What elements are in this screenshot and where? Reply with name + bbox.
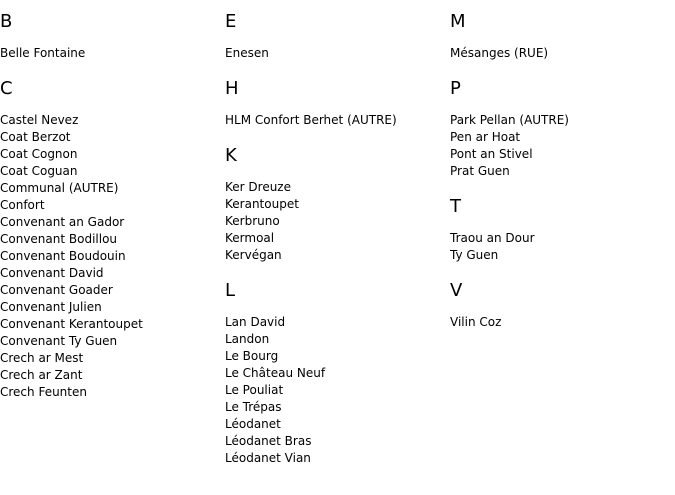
letter-section-e	[225, 12, 445, 62]
street-link-le-chateau-neuf[interactable]: Le Château Neuf	[225, 366, 326, 380]
street-link-vilin-coz[interactable]: Vilin Coz	[450, 315, 502, 329]
street-link-convenant-kerantoupet[interactable]: Convenant Kerantoupet	[0, 317, 143, 331]
street-link-communal-autre[interactable]: Communal (AUTRE)	[0, 181, 119, 195]
street-link-kerbruno[interactable]: Kerbruno	[225, 214, 280, 228]
letter-section-k	[225, 146, 445, 264]
street-link-crech-ar-zant[interactable]: Crech ar Zant	[0, 368, 83, 382]
street-link-kermoal[interactable]: Kermoal	[225, 231, 275, 245]
letter-heading: H	[225, 78, 239, 99]
street-column	[0, 12, 220, 418]
street-link-leodanet-bras[interactable]: Léodanet Bras	[225, 434, 312, 448]
street-list	[450, 230, 670, 264]
street-column	[225, 12, 445, 484]
letter-heading: P	[450, 78, 461, 99]
street-list	[225, 45, 445, 62]
street-link-ty-guen[interactable]: Ty Guen	[450, 248, 499, 262]
letter-section-b	[0, 12, 220, 62]
street-link-kervegan[interactable]: Kervégan	[225, 248, 282, 262]
street-link-landon[interactable]: Landon	[225, 332, 270, 346]
street-list	[0, 45, 220, 62]
street-link-belle-fontaine[interactable]: Belle Fontaine	[0, 46, 86, 60]
street-link-convenant-an-gador[interactable]: Convenant an Gador	[0, 215, 125, 229]
street-link-leodanet-vian[interactable]: Léodanet Vian	[225, 451, 311, 465]
street-link-convenant-goader[interactable]: Convenant Goader	[0, 283, 113, 297]
street-link-le-trepas[interactable]: Le Trépas	[225, 400, 282, 414]
street-link-hlm-confort-berhet-autre[interactable]: HLM Confort Berhet (AUTRE)	[225, 113, 397, 127]
street-link-pont-an-stivel[interactable]: Pont an Stivel	[450, 147, 533, 161]
street-link-coat-cognon[interactable]: Coat Cognon	[0, 147, 78, 161]
street-link-kerantoupet[interactable]: Kerantoupet	[225, 197, 299, 211]
letter-heading: M	[450, 11, 466, 32]
letter-heading: C	[0, 78, 13, 99]
street-link-castel-nevez[interactable]: Castel Nevez	[0, 113, 79, 127]
letter-section-p	[450, 79, 670, 180]
street-link-pen-ar-hoat[interactable]: Pen ar Hoat	[450, 130, 521, 144]
street-link-coat-berzot[interactable]: Coat Berzot	[0, 130, 71, 144]
letter-section-m	[450, 12, 670, 62]
street-link-crech-feunten[interactable]: Crech Feunten	[0, 385, 87, 399]
street-list	[225, 112, 445, 129]
street-link-ker-dreuze[interactable]: Ker Dreuze	[225, 180, 291, 194]
street-link-convenant-ty-guen[interactable]: Convenant Ty Guen	[0, 334, 118, 348]
street-link-prat-guen[interactable]: Prat Guen	[450, 164, 510, 178]
street-link-crech-ar-mest[interactable]: Crech ar Mest	[0, 351, 84, 365]
letter-heading: E	[225, 11, 237, 32]
street-link-lan-david[interactable]: Lan David	[225, 315, 286, 329]
street-list	[225, 179, 445, 264]
street-list	[450, 45, 670, 62]
street-link-park-pellan-autre[interactable]: Park Pellan (AUTRE)	[450, 113, 569, 127]
street-link-le-bourg[interactable]: Le Bourg	[225, 349, 279, 363]
street-link-enesen[interactable]: Enesen	[225, 46, 269, 60]
letter-section-t	[450, 197, 670, 264]
letter-heading: K	[225, 145, 237, 166]
letter-section-h	[225, 79, 445, 129]
letter-section-l	[225, 281, 445, 467]
letter-section-c	[0, 79, 220, 401]
street-column	[450, 12, 670, 348]
street-link-leodanet[interactable]: Léodanet	[225, 417, 281, 431]
letter-heading: T	[450, 196, 461, 217]
letter-section-v	[450, 281, 670, 331]
street-link-mesanges-rue[interactable]: Mésanges (RUE)	[450, 46, 549, 60]
street-list	[225, 314, 445, 467]
street-link-confort[interactable]: Confort	[0, 198, 45, 212]
letter-heading: V	[450, 280, 463, 301]
street-link-le-pouliat[interactable]: Le Pouliat	[225, 383, 284, 397]
street-link-convenant-boudouin[interactable]: Convenant Boudouin	[0, 249, 126, 263]
street-link-convenant-david[interactable]: Convenant David	[0, 266, 104, 280]
street-link-convenant-bodillou[interactable]: Convenant Bodillou	[0, 232, 118, 246]
street-link-convenant-julien[interactable]: Convenant Julien	[0, 300, 102, 314]
street-link-coat-coguan[interactable]: Coat Coguan	[0, 164, 78, 178]
letter-heading: B	[0, 11, 13, 32]
street-list	[450, 314, 670, 331]
street-list	[0, 112, 220, 401]
street-list	[450, 112, 670, 180]
letter-heading: L	[225, 280, 236, 301]
street-link-traou-an-dour[interactable]: Traou an Dour	[450, 231, 535, 245]
